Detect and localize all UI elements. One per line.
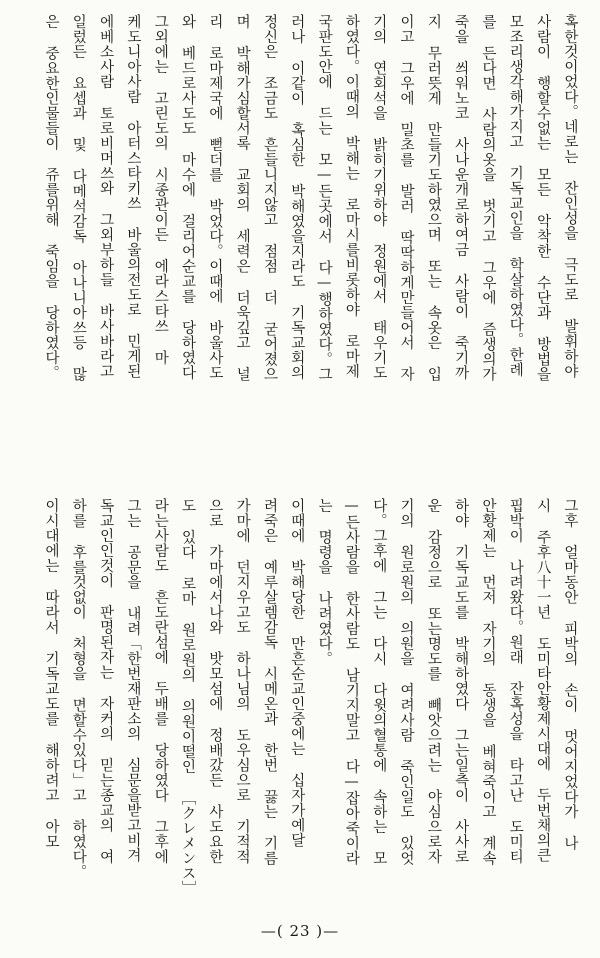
text-column: 모조리생각해가지고 기독교인을 학살하였다。한례 [507,14,524,377]
text-column: 하였다。이때의 박해는 로마시를비롯하야 로마제 [343,14,360,379]
text-column: 러나 이같이 혹심한 박해였을지라도 기독교회의 [288,14,305,380]
text-column: 국판도안에 드는 모—든곳에서 다—행하였다。그 [316,14,333,382]
text-column: 그는 공문을 내려「한번재판소의 심문을받고비겨 [124,498,141,863]
text-column: 는 명령을 나려였다。 [316,498,333,666]
text-column: 그후 얼마동안 피박의 손이 멋어지었다가 나 [561,498,578,851]
text-column: 사람이 행할수없는 모든 악착한 수단과 방법을 [534,14,551,382]
text-column: 이고 그우에 밀초를 발러 딱딱하게만들어서 자 [398,14,415,382]
text-column: 다。그후에 그는 다시 다윗의혈통에 속하는 모 [370,498,387,866]
text-column: 며 박해가심할서록 교회의 세력은 더욱깊고 널 [234,14,251,382]
text-column: 리 로마제국에 뻗더를 박었다。이때에 바울사도 [206,14,223,380]
text-column: 기의 원로원의 의원을 여려사람 죽인일도 있엇 [398,498,415,866]
text-column: 기의 연회석을 밝히기위하야 정원에서 태우기도 [370,14,387,380]
text-column: 라는사람도 흔도란섬에 두배를 당하였다 그후에 [152,498,169,864]
text-column: 혹한것이었다。네로는 잔인성을 극도로 발휘하야 [561,14,578,379]
text-column: —든사람을 한사람도 남기지말고 다—잡아죽이라 [343,498,360,866]
text-column: 이시대에는 따라서 기독교도를 해하려고 아모 [43,498,59,849]
text-column: 려죽은 예루살렘감독 시메온과 한번 끓는 기름 [261,498,278,866]
text-column: 지 무러뜻게 만들기도하였으며 또는 속옷은 입 [425,14,442,382]
text-column: 핍박이 나려왔다。원래 잔혹성을 타고난 도미티 [507,498,524,864]
text-column: 를 든다면 사람의옷을 벗기고 그우에 즘생의가 [480,14,496,382]
text-column: 에베소사람 토로비머쓰와 그외부하들 바사바라고 [97,14,114,379]
text-column: 가마에 던지우고도 하나님의 도우심으로 기적적 [234,498,251,864]
text-column: 시 주후八十一년 도미타안황제시대에 두번채의큰 [534,498,551,863]
text-column: 하야 기독교도를 박해하였다 그는일측이 사사로 [452,498,469,864]
text-column: 하를 후를것없이 처형을 면할수있다」고 하였다。 [70,498,87,879]
top-text-block [40,14,580,476]
text-column: 안황제는 먼저 자기의 동생을 베혀죽이고 계속 [480,498,496,866]
text-column: 독교인인것이 판명된자는 자커의 믿는종교의 여 [97,498,114,864]
text-column: 으로 가마에서나와 밧모섬에 정배갔든 사도요한 [206,498,223,864]
bottom-text-block [40,498,580,910]
text-column: 일렀든 요셉과 및 다메석감독 아나니아쓰등 많 [70,14,87,382]
text-column: 이때에 박해당한 만흔순교인중에는 십자가예달 [288,498,305,848]
text-column: 케도니아사람 아터스타키쓰 바울의전도로 민게된 [124,14,141,379]
text-column: 은 중요한인물들이 쥬를위해 죽임을 당하였다。 [43,14,59,380]
text-column: 와 베드로사도도 마수에 걸리어순교를 당하였다 [179,14,196,380]
text-column: 그외에는 고린도의 시종관이든 에라스타쓰 마 [152,14,169,365]
page-number: —( 23 )— [260,922,340,940]
text-column: 정신은 조금도 흔들니지않고 점점 더 굳어졌으 [261,14,278,382]
text-column: 운 감정으로 또는명도를 빼앗으려는 야심으로자 [425,498,442,864]
text-column: 죽을 씌워노코 사나운개로하여금 사람이 죽기까 [452,14,469,380]
text-column: 도 있다 로마 원로원의 의원이떨인 ［クレメンス］ [179,498,196,896]
